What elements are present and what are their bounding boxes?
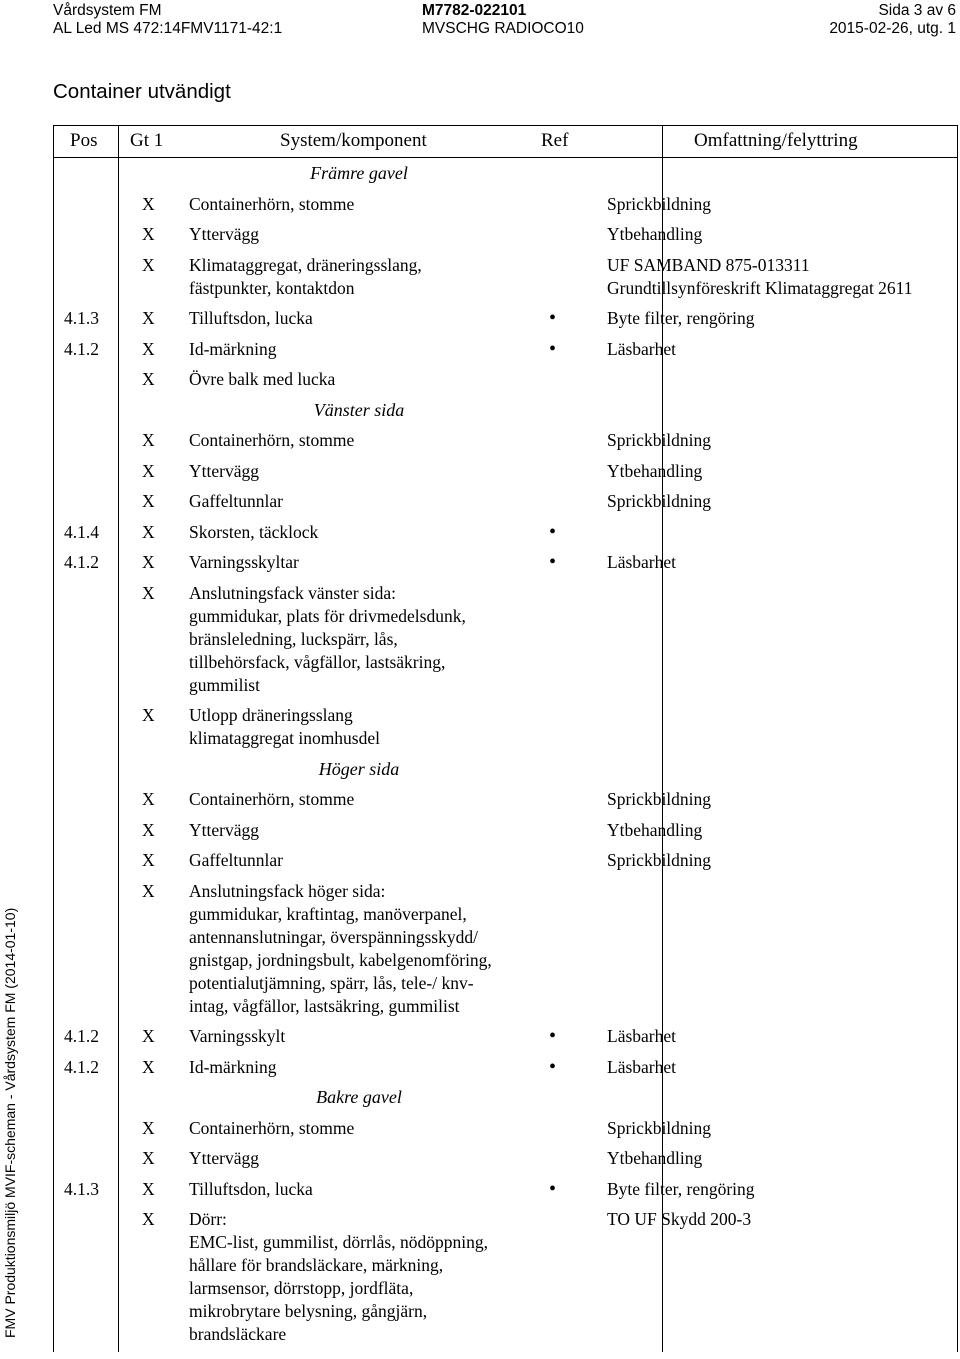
ref-cell: • — [549, 1025, 557, 1047]
system-cell: Containerhörn, stomme — [189, 789, 355, 809]
system-cell: Skorsten, täcklock — [189, 521, 319, 542]
gt-cell: X — [142, 308, 155, 328]
system-cell: Containerhörn, stomme — [189, 193, 355, 214]
section-heading: Vänster sida — [313, 399, 405, 420]
omfattning-cell: Ytbehandling — [607, 819, 703, 840]
gt-cell: X — [142, 491, 155, 511]
pos-cell: 4.1.2 — [64, 1026, 99, 1046]
gt-cell: X — [142, 850, 155, 870]
side-footer-text: FMV Produktionsmiljö MVIF-scheman - Vårdsystem FM (2014-01-10) — [2, 907, 18, 1338]
col-system: System/komponent — [280, 130, 427, 151]
column-divider — [118, 126, 119, 1352]
system-cell: Containerhörn, stomme — [189, 430, 355, 450]
section-heading: Främre gavel — [310, 163, 408, 183]
system-cell: Id-märkning — [189, 338, 277, 359]
header-date: 2015-02-26, utg. 1 — [829, 20, 956, 37]
header-left — [53, 2, 282, 38]
gt-cell: X — [142, 1117, 155, 1138]
gt-cell: X — [142, 1148, 155, 1168]
omfattning-cell: UF SAMBAND 875-013311 Grundtillsynföreskrift Klimataggregat 2611 — [607, 254, 913, 298]
system-cell: Tilluftsdon, lucka — [189, 308, 313, 328]
system-cell: Anslutningsfack höger sida: gummidukar, kraftintag, manöverpanel, antennanslutningar, överspänningsskydd/ gnistgap, jordningsbult, kabelgenomföring, potentialutjämning, spärr, lås, tele-/ knv- intag, vågfällor, lastsäkring, gummilist — [189, 880, 492, 1016]
pos-cell: 4.1.4 — [64, 521, 99, 542]
system-cell: Varningsskylt — [189, 1026, 286, 1046]
system-cell: Gaffeltunnlar — [189, 491, 283, 511]
omfattning-cell: Sprickbildning — [607, 850, 712, 870]
pos-cell: 4.1.3 — [64, 1178, 99, 1199]
header-reference: AL Led MS 472:14FMV1171-42:1 — [53, 20, 283, 37]
ref-cell: • — [549, 1055, 557, 1078]
col-pos: Pos — [70, 130, 98, 151]
omfattning-cell: Sprickbildning — [607, 430, 712, 450]
gt-cell: X — [142, 789, 155, 809]
ref-cell: • — [549, 520, 557, 543]
omfattning-cell: Byte filter, rengöring — [607, 1178, 755, 1199]
system-cell: Klimataggregat, dräneringsslang, fästpunkter, kontaktdon — [189, 254, 422, 298]
omfattning-cell: Sprickbildning — [607, 1117, 712, 1138]
gt-cell: X — [142, 254, 155, 275]
system-cell: Yttervägg — [189, 819, 259, 840]
header-center — [422, 2, 584, 38]
system-cell: Yttervägg — [189, 224, 259, 244]
system-cell: Gaffeltunnlar — [189, 850, 283, 870]
gt-cell: X — [142, 369, 155, 389]
header-system: Vårdsystem FM — [53, 2, 162, 19]
system-cell: Utlopp dräneringsslang klimataggregat inomhusdel — [189, 705, 380, 748]
system-cell: Yttervägg — [189, 460, 259, 481]
omfattning-cell: Byte filter, rengöring — [607, 308, 755, 328]
system-cell: Id-märkning — [189, 1056, 277, 1077]
system-cell: Övre balk med lucka — [189, 369, 336, 389]
omfattning-cell: TO UF Skydd 200-3 — [607, 1209, 752, 1229]
system-cell: Tilluftsdon, lucka — [189, 1178, 313, 1199]
system-cell: Yttervägg — [189, 1148, 259, 1168]
omfattning-cell: Läsbarhet — [607, 338, 676, 359]
omfattning-cell: Sprickbildning — [607, 491, 712, 511]
gt-cell: X — [142, 880, 155, 901]
ref-cell: • — [549, 1177, 557, 1200]
omfattning-cell: Ytbehandling — [607, 1148, 703, 1168]
gt-cell: X — [142, 1056, 155, 1077]
gt-cell: X — [142, 193, 155, 214]
header-page: Sida 3 av 6 — [878, 2, 956, 19]
pos-cell: 4.1.3 — [64, 308, 99, 328]
system-cell: Anslutningsfack vänster sida: gummidukar, plats för drivmedelsdunk, bränsleledning, luckspärr, lås, tillbehörsfack, vågfällor, lastsäkring, gummilist — [189, 582, 466, 695]
system-cell: Dörr: EMC-list, gummilist, dörrlås, nödöppning, hållare för brandsläckare, märkning, larmsensor, dörrstopp, jordfläta, mikrobrytare belysning, gångjärn, brandsläckare — [189, 1209, 488, 1344]
pos-cell: 4.1.2 — [64, 552, 99, 572]
gt-cell: X — [142, 338, 155, 359]
system-cell: Containerhörn, stomme — [189, 1117, 355, 1138]
omfattning-cell: Sprickbildning — [607, 193, 712, 214]
header-doc-number: M7782-022101 — [422, 2, 527, 19]
header-right — [829, 2, 956, 38]
gt-cell: X — [142, 552, 155, 572]
col-gt: Gt 1 — [130, 130, 164, 151]
ref-cell: • — [549, 307, 557, 329]
gt-cell: X — [142, 224, 155, 244]
gt-cell: X — [142, 819, 155, 840]
section-heading: Höger sida — [318, 758, 400, 779]
ref-cell: • — [549, 337, 557, 360]
gt-cell: X — [142, 430, 155, 450]
pos-cell: 4.1.2 — [64, 1056, 99, 1077]
gt-cell: X — [142, 1026, 155, 1046]
inspection-table — [53, 125, 958, 1352]
header-equipment: MVSCHG RADIOCO10 — [422, 20, 584, 37]
page-title: Container utvändigt — [53, 80, 231, 103]
omfattning-cell: Läsbarhet — [607, 1026, 676, 1046]
col-ref: Ref — [541, 130, 569, 151]
system-cell: Varningsskyltar — [189, 552, 299, 572]
table-header — [54, 126, 957, 158]
omfattning-cell: Sprickbildning — [607, 789, 712, 809]
gt-cell: X — [142, 582, 155, 603]
gt-cell: X — [142, 1209, 155, 1229]
section-heading: Bakre gavel — [316, 1087, 402, 1107]
gt-cell: X — [142, 1178, 155, 1199]
ref-cell: • — [549, 551, 557, 573]
col-omfattning: Omfattning/felyttring — [694, 130, 858, 151]
omfattning-cell: Läsbarhet — [607, 552, 676, 572]
omfattning-cell: Ytbehandling — [607, 224, 703, 244]
gt-cell: X — [142, 705, 155, 725]
omfattning-cell: Ytbehandling — [607, 460, 703, 481]
gt-cell: X — [142, 521, 155, 542]
pos-cell: 4.1.2 — [64, 338, 99, 359]
gt-cell: X — [142, 460, 155, 481]
omfattning-cell: Läsbarhet — [607, 1056, 676, 1077]
